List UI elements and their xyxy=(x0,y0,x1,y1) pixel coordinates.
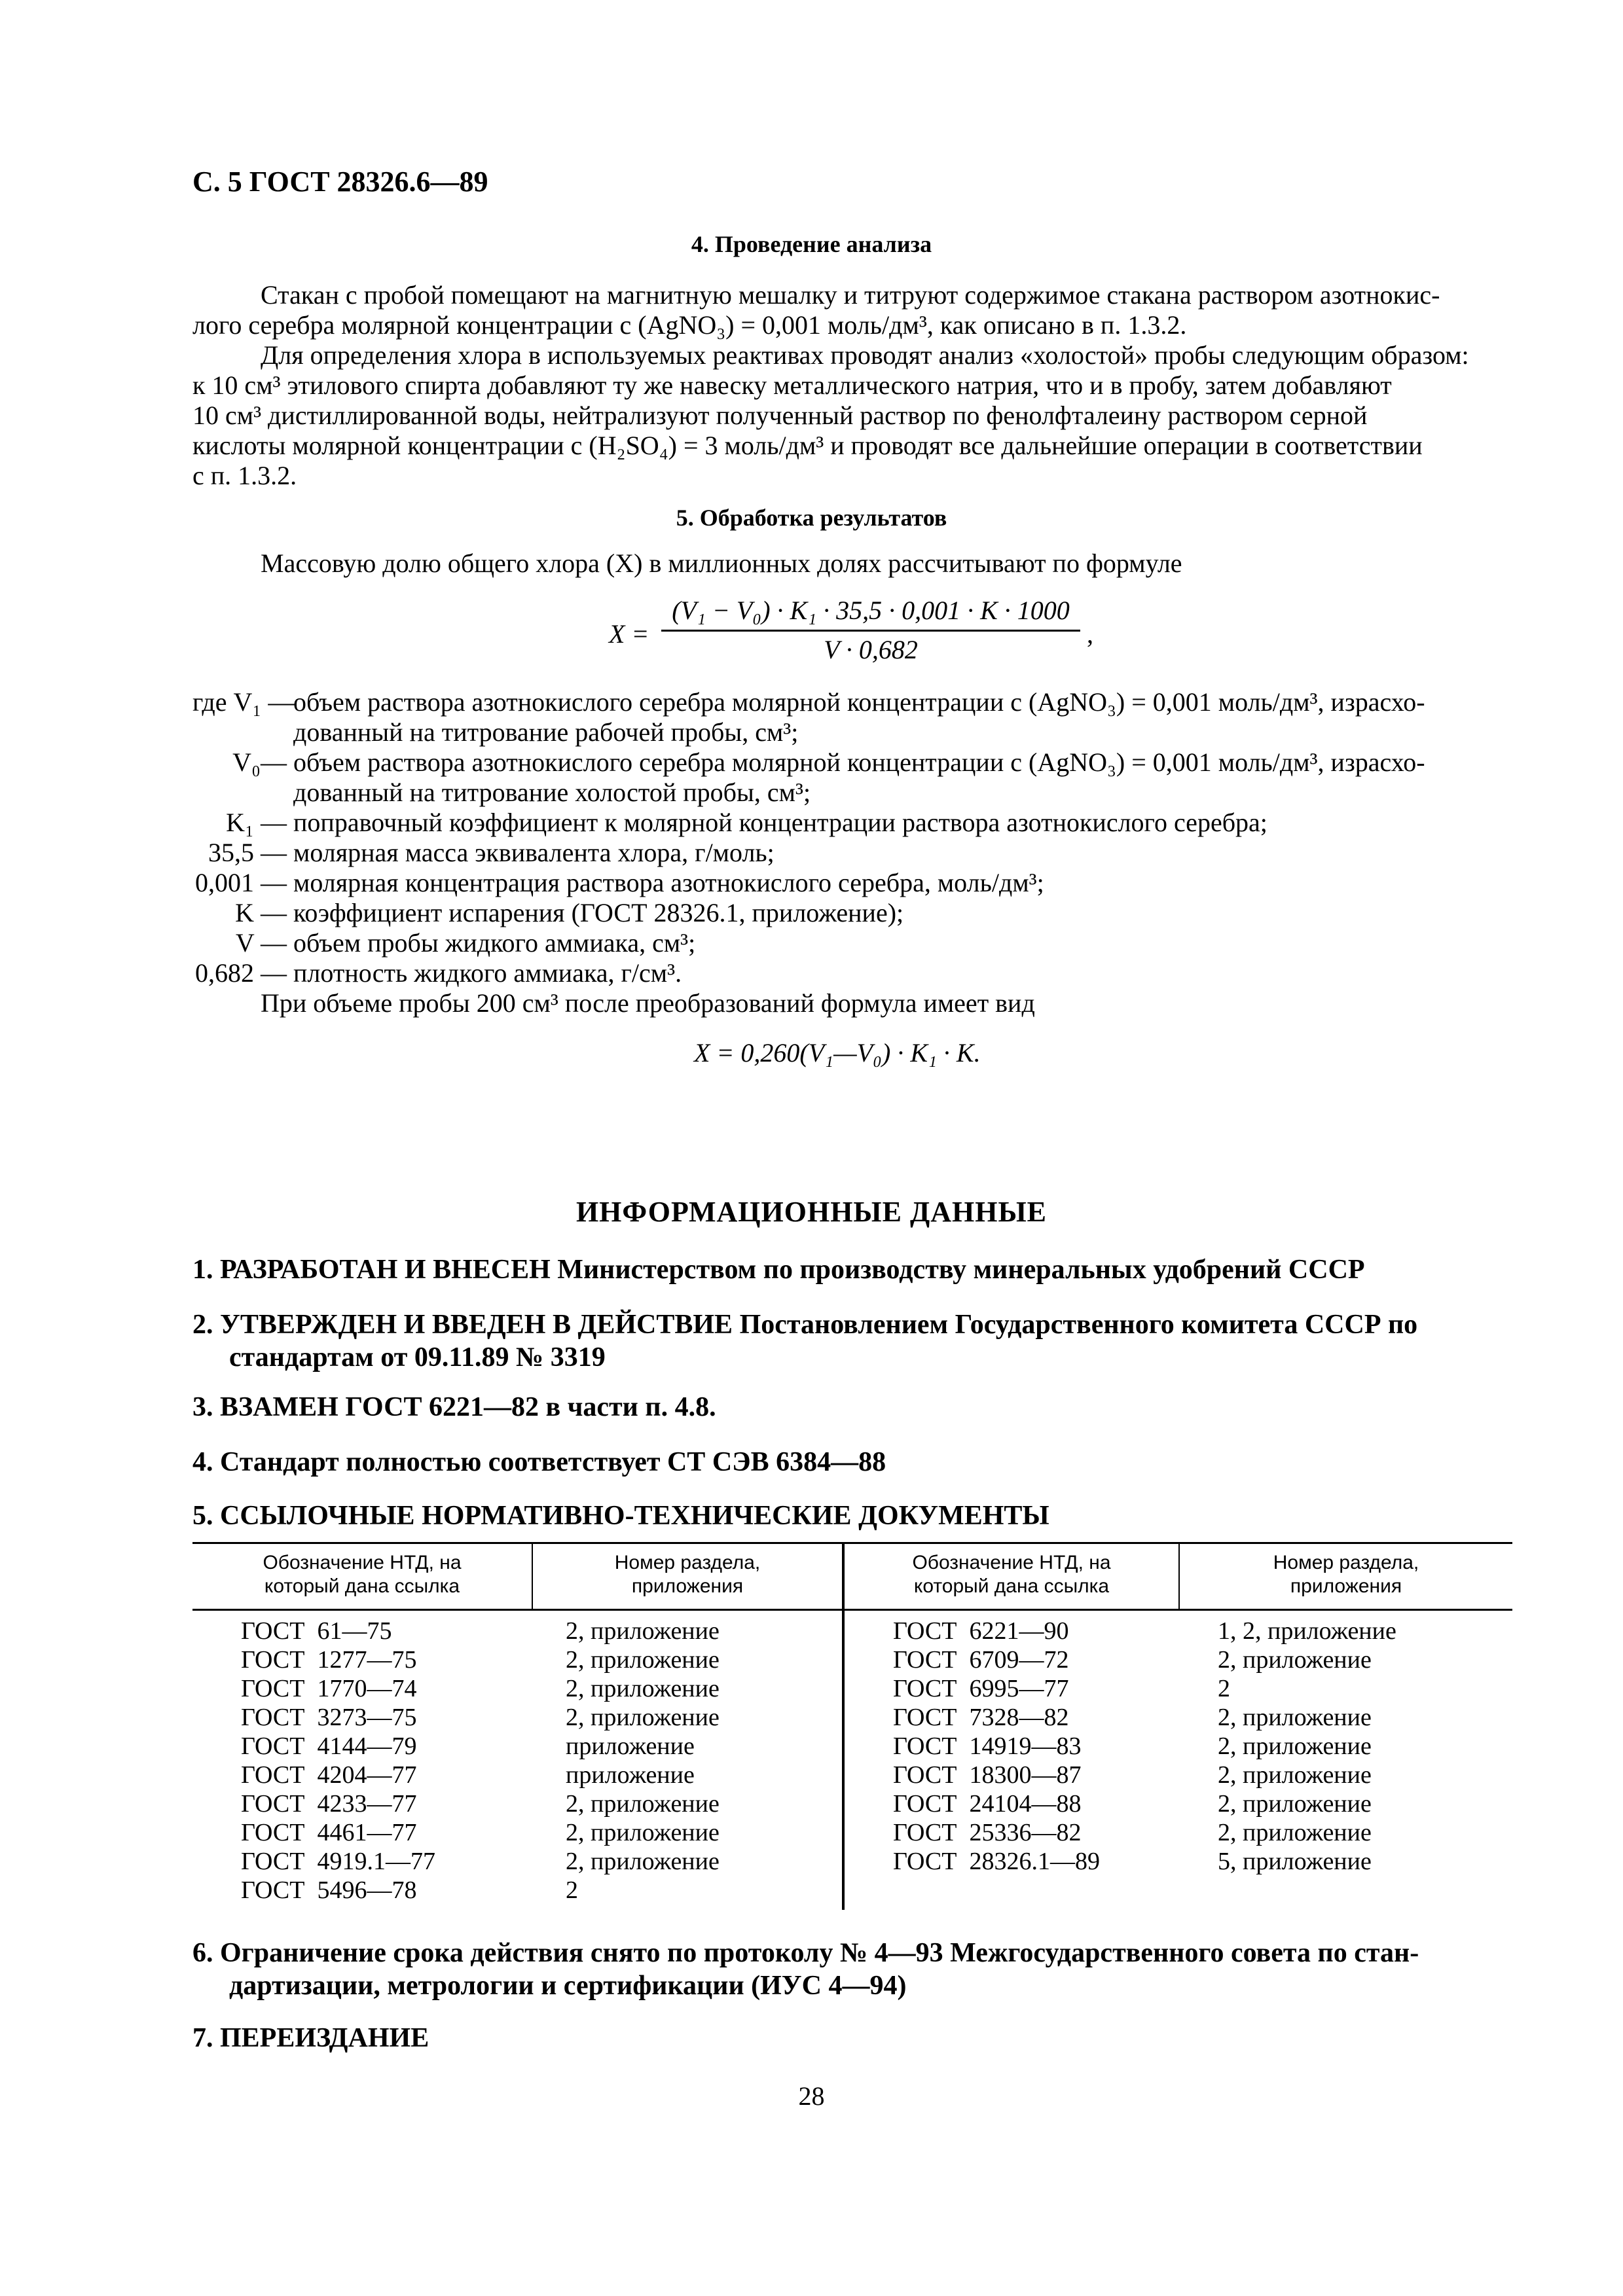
info-item-6: 6. Ограничение срока действия снято по протоколу № 4—93 Межгосударственного совета по стан- xyxy=(192,1938,1419,1968)
paragraph-line: 10 см³ дистиллированной воды, нейтрализуют полученный раствор по фенолфталеину раствором серной xyxy=(192,401,1368,430)
where-symbol: K — xyxy=(235,898,287,927)
table-column-section-left: 2, приложение 2, приложение 2, приложение 2, приложение приложение приложение 2, приложение 2, приложение 2, приложение 2 xyxy=(566,1617,720,1904)
where-text-cont: дованный на титрование рабочей пробы, см³; xyxy=(293,717,799,747)
formula-simplified: X = 0,260(V₁—V₀) · K₁ · K. xyxy=(694,1038,981,1067)
info-item-3: 3. ВЗАМЕН ГОСТ 6221—82 в части п. 4.8. xyxy=(192,1392,716,1422)
info-item-2: 2. УТВЕРЖДЕН И ВВЕДЕН В ДЕЙСТВИЕ Постановлением Государственного комитета СССР по xyxy=(192,1310,1418,1340)
table-column-ntd-right: ГОСТ 6221—90 ГОСТ 6709—72 ГОСТ 6995—77 ГОСТ 7328—82 ГОСТ 14919—83 ГОСТ 18300—87 ГОСТ 24104—88 ГОСТ 25336—82 ГОСТ 28326.1—89 xyxy=(893,1617,1100,1875)
where-text: молярная концентрация раствора азотнокислого серебра, моль/дм³; xyxy=(293,868,1044,897)
table-top-rule xyxy=(192,1542,1512,1544)
where-text: плотность жидкого аммиака, г/см³. xyxy=(293,958,682,988)
table-header-rule xyxy=(192,1609,1512,1611)
paragraph-line: к 10 см³ этилового спирта добавляют ту же навеску металлического натрия, что и в пробу, затем добавляют xyxy=(192,370,1392,400)
section-4-title: 4. Проведение анализа xyxy=(691,231,932,257)
info-item-7: 7. ПЕРЕИЗДАНИЕ xyxy=(192,2023,429,2053)
where-symbol: V — xyxy=(235,928,287,958)
paragraph-line: Для определения хлора в используемых реактивах проводят анализ «холостой» пробы следующим образом: xyxy=(261,340,1469,370)
formula-lhs: X = xyxy=(609,619,649,649)
where-symbol: V₀— xyxy=(232,747,287,777)
table-header-1: Обозначение НТД, на который дана ссылка xyxy=(263,1552,462,1597)
formula-numerator: (V₁ − V₀) · K₁ · 35,5 · 0,001 · K · 1000 xyxy=(672,596,1070,625)
table-header-2: Номер раздела, приложения xyxy=(614,1552,761,1597)
where-text: коэффициент испарения (ГОСТ 28326.1, приложение); xyxy=(293,898,904,927)
where-text: молярная масса эквивалента хлора, г/моль; xyxy=(293,838,775,867)
where-symbol: 35,5 — xyxy=(208,838,287,867)
where-text: объем раствора азотнокислого серебра молярной концентрации c (AgNO₃) = 0,001 моль/дм³, израсхо- xyxy=(293,747,1425,777)
paragraph-line: кислоты молярной концентрации c (H₂SO₄) = 3 моль/дм³ и проводят все дальнейшие операции в соответствии xyxy=(192,431,1423,460)
formula-denominator: V · 0,682 xyxy=(824,635,918,664)
where-text: объем раствора азотнокислого серебра молярной концентрации c (AgNO₃) = 0,001 моль/дм³, израсхо- xyxy=(293,687,1425,717)
paragraph-line: с п. 1.3.2. xyxy=(192,461,297,490)
info-item-6-cont: дартизации, метрологии и сертификации (ИУС 4—94) xyxy=(229,1971,907,2001)
formula-tail: , xyxy=(1087,619,1093,649)
info-item-1: 1. РАЗРАБОТАН И ВНЕСЕН Министерством по производству минеральных удобрений СССР xyxy=(192,1255,1365,1285)
where-symbol: 0,682 — xyxy=(195,958,287,988)
where-text-cont: дованный на титрование холостой пробы, см³; xyxy=(293,778,811,807)
where-symbol: 0,001 — xyxy=(195,868,287,897)
section-5-title: 5. Обработка результатов xyxy=(676,505,947,531)
info-item-4: 4. Стандарт полностью соответствует СТ СЭВ 6384—88 xyxy=(192,1447,886,1477)
formula-intro: Массовую долю общего хлора (X) в миллионных долях рассчитывают по формуле xyxy=(261,548,1182,578)
after-text: При объеме пробы 200 см³ после преобразований формула имеет вид xyxy=(261,988,1035,1018)
info-title: ИНФОРМАЦИОННЫЕ ДАННЫЕ xyxy=(575,1196,1048,1228)
where-text: поправочный коэффициент к молярной концентрации раствора азотнокислого серебра; xyxy=(293,808,1267,837)
paragraph-line: лого серебра молярной концентрации c (AgNO₃) = 0,001 моль/дм³, как описано в п. 1.3.2. xyxy=(192,310,1187,340)
info-item-5: 5. ССЫЛОЧНЫЕ НОРМАТИВНО-ТЕХНИЧЕСКИЕ ДОКУМЕНТЫ xyxy=(192,1501,1049,1531)
paragraph-line: Стакан с пробой помещают на магнитную мешалку и титруют содержимое стакана раствором азотнокис- xyxy=(261,280,1440,310)
where-text: объем пробы жидкого аммиака, см³; xyxy=(293,928,696,958)
fraction-bar xyxy=(661,630,1080,632)
where-symbol: K₁ — xyxy=(226,808,287,837)
page-header: С. 5 ГОСТ 28326.6—89 xyxy=(192,166,488,198)
page-number: 28 xyxy=(798,2081,825,2111)
table-header-3: Обозначение НТД, на который дана ссылка xyxy=(912,1552,1111,1597)
where-symbol: где V₁ — xyxy=(192,687,295,717)
info-item-2-cont: стандартам от 09.11.89 № 3319 xyxy=(229,1342,606,1372)
table-column-section-right: 1, 2, приложение 2, приложение 2 2, приложение 2, приложение 2, приложение 2, приложение 2, приложение 5, приложение xyxy=(1218,1617,1396,1875)
table-column-ntd-left: ГОСТ 61—75 ГОСТ 1277—75 ГОСТ 1770—74 ГОСТ 3273—75 ГОСТ 4144—79 ГОСТ 4204—77 ГОСТ 4233—77 ГОСТ 4461—77 ГОСТ 4919.1—77 ГОСТ 5496—78 xyxy=(241,1617,435,1904)
table-header-4: Номер раздела, приложения xyxy=(1273,1552,1419,1597)
